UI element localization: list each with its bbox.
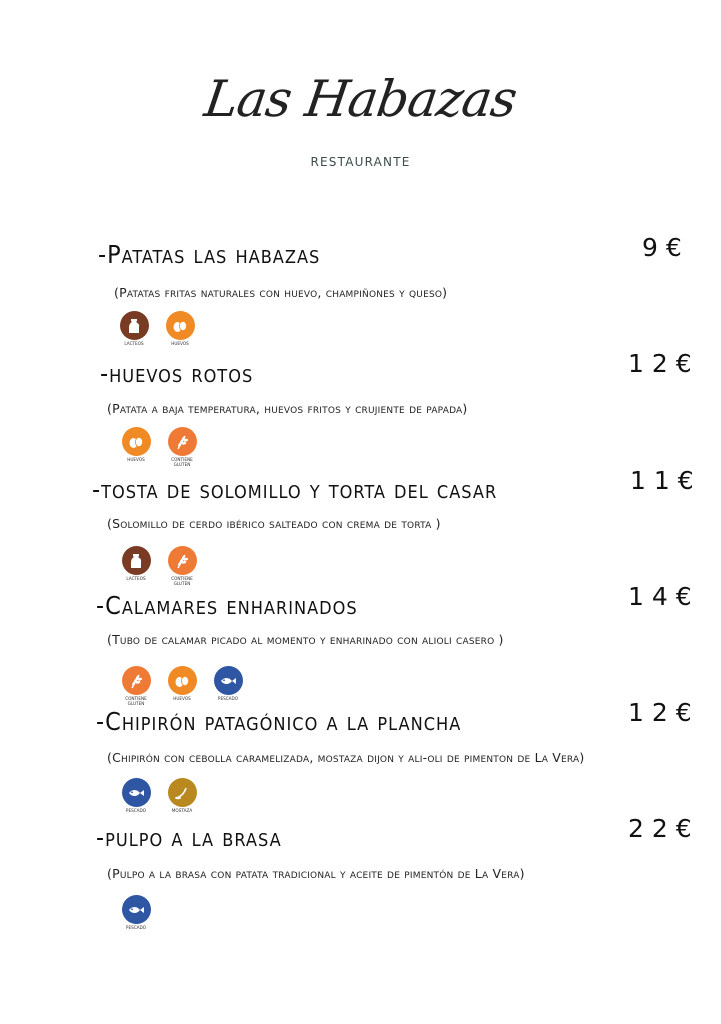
menu-item: [0, 814, 721, 938]
menu-item: [0, 582, 721, 706]
dish-name: -Chipirón patagónico a la plancha: [96, 707, 462, 736]
wheat-icon: [168, 546, 197, 575]
eggs-icon: [122, 427, 151, 456]
menu-item: [0, 349, 721, 473]
menu-item: [0, 233, 721, 357]
allergen-list: [120, 546, 198, 586]
allergen-fish: [120, 895, 152, 931]
dish-description: (Patatas fritas naturales con huevo, champiñones y queso): [114, 285, 448, 300]
allergen-list: [120, 427, 198, 467]
dish-price: 22€: [628, 814, 700, 843]
wheat-icon: [168, 427, 197, 456]
milk-jug-icon: [122, 546, 151, 575]
allergen-label: HUEVOS: [127, 457, 145, 462]
allergen-gluten: [120, 666, 152, 706]
allergen-label: HUEVOS: [173, 696, 191, 701]
allergen-label: PESCADO: [217, 696, 239, 701]
eggs-icon: [168, 666, 197, 695]
allergen-label: PESCADO: [125, 925, 147, 930]
dish-description: (Solomillo de cerdo ibérico salteado con crema de torta ): [107, 516, 441, 531]
allergen-label: CONTIENE GLUTEN: [125, 696, 147, 706]
dish-price: 14€: [628, 582, 700, 611]
dish-description: (Tubo de calamar picado al momento y enharinado con alioli casero ): [107, 632, 504, 647]
allergen-fish: [212, 666, 244, 706]
dish-description: (Pulpo a la brasa con patata tradicional y aceite de pimentón de La Vera): [107, 866, 525, 881]
dish-name: -Calamares enharinados: [96, 591, 358, 620]
dish-description: (Chipirón con cebolla caramelizada, mostaza dijon y ali-oli de pimenton de La Vera): [107, 750, 585, 765]
dish-name: -tosta de solomillo y torta del casar: [92, 475, 498, 504]
restaurant-subtitle: RESTAURANTE: [310, 155, 411, 169]
allergen-label: LACTEOS: [126, 576, 146, 581]
dish-price: 12€: [628, 698, 700, 727]
allergen-fish: [120, 778, 152, 814]
allergen-list: [120, 666, 244, 706]
dish-name: -huevos rotos: [100, 359, 254, 388]
mustard-icon: [168, 778, 197, 807]
allergen-lactose: [118, 311, 150, 347]
fish-icon: [122, 778, 151, 807]
dish-price: 11€: [630, 466, 702, 495]
eggs-icon: [166, 311, 195, 340]
allergen-list: [118, 311, 196, 347]
restaurant-logo: Las Habazas: [201, 70, 520, 128]
fish-icon: [214, 666, 243, 695]
allergen-lactose: [120, 546, 152, 586]
allergen-label: LACTEOS: [124, 341, 144, 346]
milk-jug-icon: [120, 311, 149, 340]
fish-icon: [122, 895, 151, 924]
menu-item: [0, 466, 721, 590]
wheat-icon: [122, 666, 151, 695]
allergen-gluten: [166, 546, 198, 586]
allergen-list: [120, 895, 152, 931]
allergen-gluten: [166, 427, 198, 467]
allergen-label: PESCADO: [125, 808, 147, 813]
allergen-eggs: [120, 427, 152, 467]
allergen-list: [120, 778, 198, 814]
allergen-label: MOSTAZA: [171, 808, 193, 813]
allergen-label: CONTIENE GLUTEN: [171, 576, 193, 586]
allergen-label: CONTIENE GLUTEN: [171, 457, 193, 467]
dish-price: 12€: [628, 349, 700, 378]
dish-description: (Patata a baja temperatura, huevos fritos y crujiente de papada): [107, 401, 468, 416]
dish-name: -pulpo a la brasa: [96, 823, 282, 852]
allergen-eggs: [164, 311, 196, 347]
dish-name: -Patatas las habazas: [98, 240, 321, 269]
allergen-mustard: [166, 778, 198, 814]
allergen-eggs: [166, 666, 198, 706]
allergen-label: HUEVOS: [171, 341, 189, 346]
dish-price: 9€: [642, 233, 690, 262]
